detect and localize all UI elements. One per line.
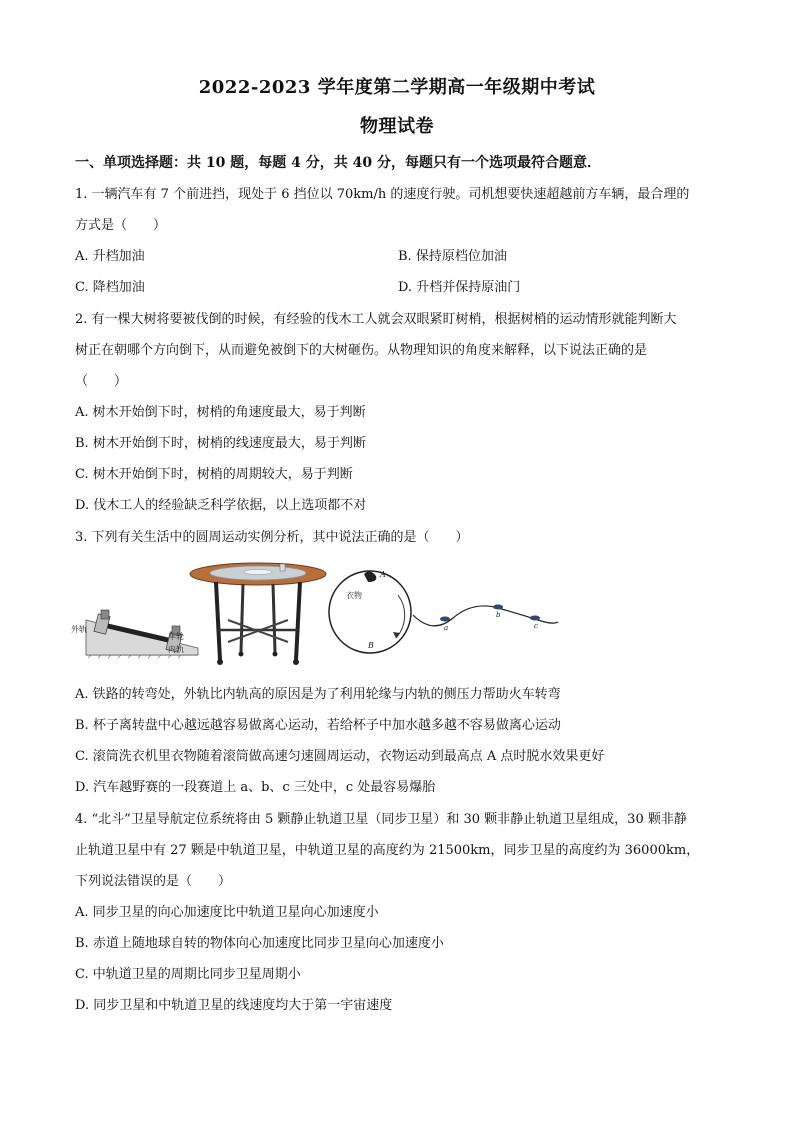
q2-option-d: D. 伐木工人的经验缺乏科学依据，以上选项都不对 [75, 498, 367, 513]
q3-stem: 3. 下列有关生活中的圆周运动实例分析，其中说法正确的是（ ） [75, 530, 469, 545]
q3-figures [68, 560, 568, 670]
railway-curve-figure [71, 610, 198, 658]
drum-point-a-label: A [380, 570, 386, 579]
outer-rail-label: 外轨 [71, 625, 87, 634]
track-point-a-label: a [444, 624, 449, 632]
wheel-label: 车轮 [168, 632, 184, 641]
exam-subject: 物理试卷 [360, 116, 434, 137]
q3-option-c: C. 滚筒洗衣机里衣物随着滚筒做高速匀速圆周运动，衣物运动到最高点 A 点时脱水效果更好 [75, 749, 605, 764]
q2-option-b: B. 树木开始倒下时，树梢的线速度最大，易于判断 [75, 436, 366, 451]
q1-stem-line1: 1. 一辆汽车有 7 个前进挡，现处于 6 挡位以 70km/h 的速度行驶。司机想要快速超越前方车辆，最合理的 [75, 187, 690, 202]
q4-stem-line3: 下列说法错误的是（ ） [75, 874, 232, 889]
q4-option-c: C. 中轨道卫星的周期比同步卫星周期小 [75, 967, 301, 982]
drum-point-b-label: B [368, 641, 374, 650]
turntable-figure [190, 563, 326, 665]
q3-option-b: B. 杯子离转盘中心越远越容易做离心运动，若给杯子中加水越多越不容易做离心运动 [75, 718, 561, 733]
q3-option-a: A. 铁路的转弯处，外轨比内轨高的原因是为了利用轮缘与内轨的侧压力帮助火车转弯 [75, 687, 561, 702]
q2-option-c: C. 树木开始倒下时，树梢的周期较大，易于判断 [75, 467, 353, 482]
q4-stem-line2: 止轨道卫星中有 27 颗是中轨道卫星，中轨道卫星的高度约为 21500km，同步卫星的高度约为 36000km， [75, 843, 700, 858]
q4-stem-line1: 4. “北斗”卫星导航定位系统将由 5 颗静止轨道卫星（同步卫星）和 30 颗非静止轨道卫星组成，30 颗非静 [75, 812, 687, 827]
q2-option-a: A. 树木开始倒下时，树梢的角速度最大，易于判断 [75, 405, 366, 420]
exam-title: 2022-2023 学年度第二学期高一年级期中考试 [198, 77, 596, 98]
inner-rail-label: 内轨 [168, 645, 184, 654]
track-point-b-label: b [496, 611, 501, 619]
track-point-c-label: c [534, 622, 538, 630]
q4-option-d: D. 同步卫星和中轨道卫星的线速度均大于第一宇宙速度 [75, 998, 393, 1013]
section-heading: 一、单项选择题：共 10 题，每题 4 分，共 40 分，每题只有一个选项最符合题意． [75, 155, 601, 171]
q2-stem-line1: 2. 有一棵大树将要被伐倒的时候，有经验的伐木工人就会双眼紧盯树梢，根据树梢的运动情形就能判断大 [75, 312, 677, 327]
washing-drum-figure [329, 570, 411, 653]
q3-option-d: D. 汽车越野赛的一段赛道上 a、b、c 三处中，c 处最容易爆胎 [75, 780, 436, 795]
q2-stem-line2: 树正在朝哪个方向倒下，从而避免被倒下的大树砸伤。从物理知识的角度来解释，以下说法正确的是 [75, 343, 648, 358]
q1-option-d: D. 升档并保持原油门 [398, 280, 521, 295]
clothes-label: 衣物 [346, 591, 362, 600]
offroad-track-figure [413, 605, 558, 633]
q1-stem-line2: 方式是（ ） [75, 218, 167, 233]
q2-stem-line3: （ ） [75, 374, 128, 389]
q1-option-b: B. 保持原档位加油 [398, 249, 507, 264]
q4-option-b: B. 赤道上随地球自转的物体向心加速度比同步卫星向心加速度小 [75, 936, 444, 951]
q1-option-a: A. 升档加油 [75, 249, 145, 264]
q4-option-a: A. 同步卫星的向心加速度比中轨道卫星向心加速度小 [75, 905, 379, 920]
q1-option-c: C. 降档加油 [75, 280, 145, 295]
